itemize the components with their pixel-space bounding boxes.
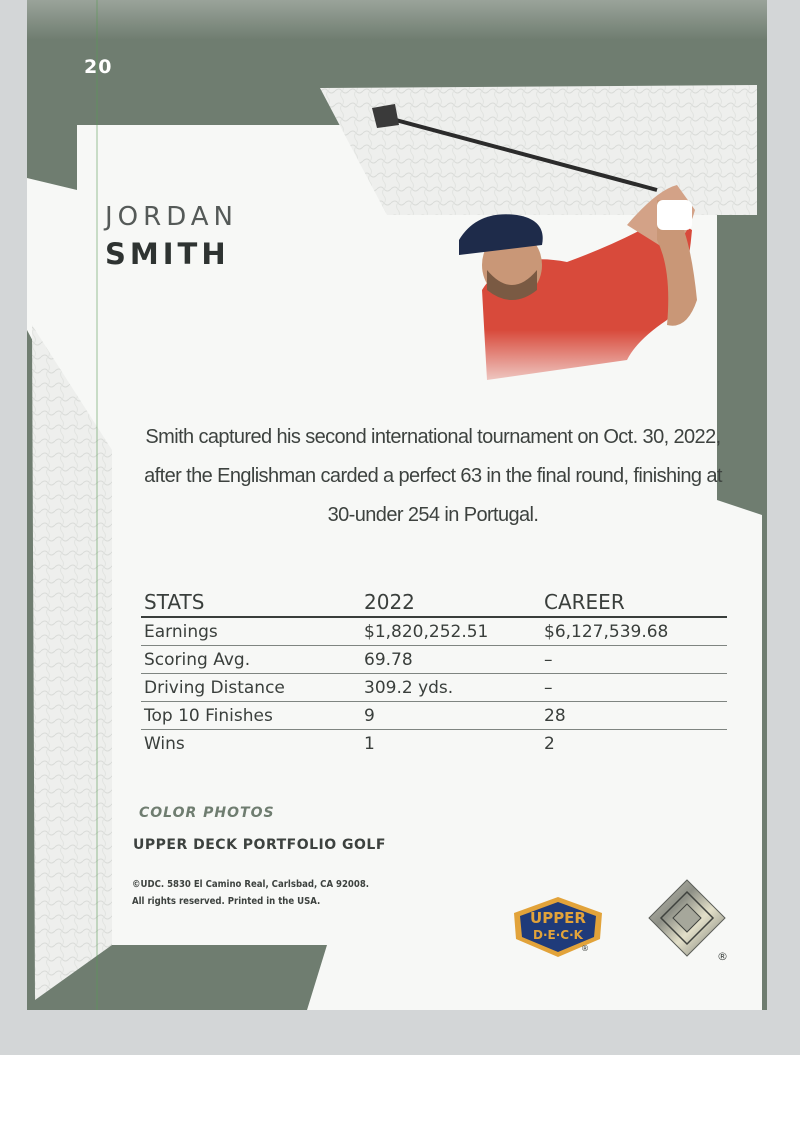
stat-name: Driving Distance [141, 674, 361, 702]
table-row [141, 617, 727, 646]
stats-header-row [141, 588, 727, 617]
stat-name: Earnings [141, 617, 361, 646]
logo-text-deck: D·E·C·K [533, 928, 583, 942]
stat-career-value: 2 [544, 733, 555, 754]
trading-card-back [27, 0, 767, 1010]
stat-season-value: 1 [364, 733, 375, 754]
table-row [141, 674, 727, 702]
table-row [141, 646, 727, 674]
card-number: 20 [84, 56, 113, 78]
logo-text-upper: UPPER [530, 909, 586, 927]
stat-career-value: – [541, 674, 727, 702]
hologram-seal [647, 878, 727, 958]
stats-table [141, 588, 727, 757]
stat-season-value: 309.2 yds. [361, 674, 541, 702]
copyright-line: All rights reserved. Printed in the USA. [132, 896, 321, 907]
player-bio: Smith captured his second international tournament on Oct. 30, 2022, after the Englishman carded a perfect 63 in the final round, finishing at 30-under 254 in Portugal. [144, 426, 722, 526]
stats-header-label: STATS [141, 588, 361, 617]
stat-career-value: 28 [541, 702, 727, 730]
upper-deck-logo [512, 895, 604, 959]
copyright-line: ©UDC. 5830 El Camino Real, Carlsbad, CA 92008. [132, 879, 370, 890]
stat-season-value: 69.78 [361, 646, 541, 674]
stat-career-value: – [541, 646, 727, 674]
stat-season-value: $1,820,252.51 [361, 617, 541, 646]
stats-header-season: 2022 [361, 588, 541, 617]
stat-season-value: 9 [361, 702, 541, 730]
stat-name: Scoring Avg. [141, 646, 361, 674]
stat-name: Top 10 Finishes [141, 702, 361, 730]
photo-credit-label: COLOR PHOTOS [139, 805, 275, 821]
table-row [141, 730, 727, 758]
hologram-registered-mark: ® [717, 950, 728, 963]
table-row [141, 702, 727, 730]
stat-career-value: $6,127,539.68 [541, 617, 727, 646]
product-name: UPPER DECK PORTFOLIO GOLF [133, 837, 386, 853]
player-last-name: SMITH [105, 237, 230, 271]
stat-name: Wins [144, 733, 185, 754]
stats-header-career: CAREER [541, 588, 727, 617]
logo-registered-mark: ® [581, 944, 589, 953]
copyright-notice [132, 876, 412, 910]
player-first-name: JORDAN [105, 202, 238, 232]
top-leather-banner [320, 85, 757, 215]
